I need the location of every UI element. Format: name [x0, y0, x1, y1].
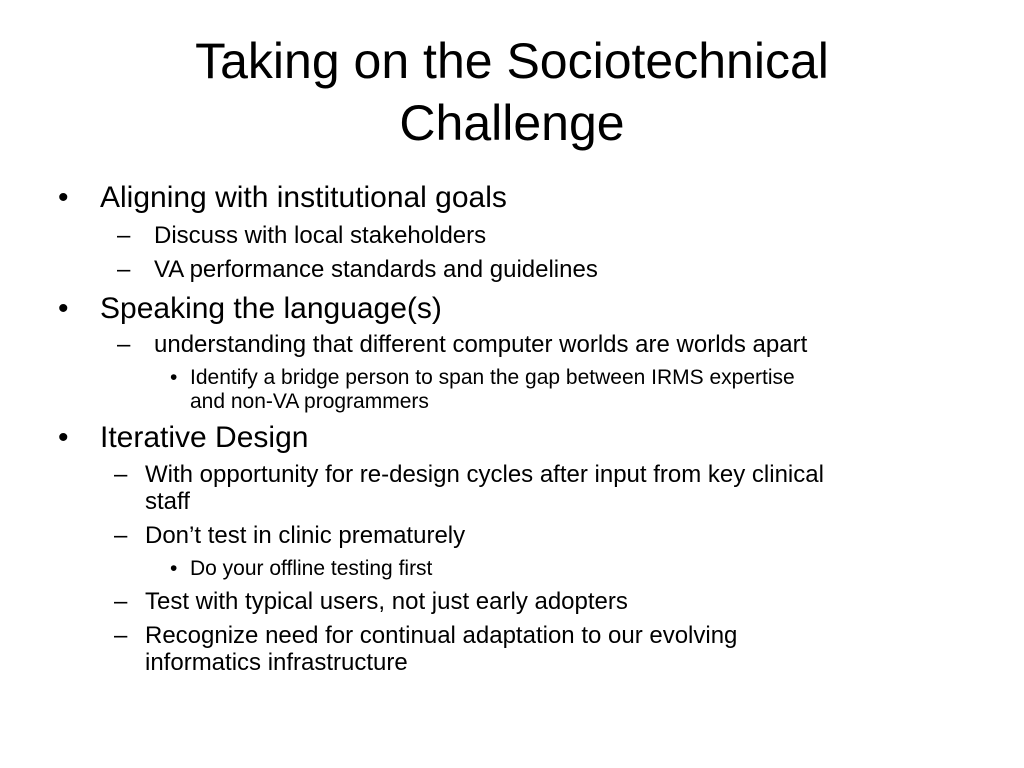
dash-icon: – [114, 622, 128, 649]
sub-bullet-typical-users: Test with typical users, not just early adopters [145, 588, 628, 615]
sub-bullet-redesign-cont: staff [145, 488, 190, 515]
dash-icon: – [117, 222, 131, 249]
dash-icon: – [114, 461, 128, 488]
bullet-icon: • [58, 181, 69, 214]
bullet-iterative-design: Iterative Design [100, 421, 309, 454]
title-line-1: Taking on the Sociotechnical [195, 33, 829, 89]
bullet-icon: • [58, 292, 69, 325]
dash-icon: – [117, 331, 131, 358]
sub-bullet-redesign: With opportunity for re-design cycles after input from key clinical [145, 461, 824, 488]
dash-icon: – [117, 256, 131, 283]
title-line-2: Challenge [399, 95, 625, 151]
bullet-aligning: Aligning with institutional goals [100, 181, 507, 214]
sub-bullet-computer-worlds: understanding that different computer worlds are worlds apart [154, 331, 808, 358]
bullet-icon: • [170, 557, 178, 580]
bullet-icon: • [58, 421, 69, 454]
dash-icon: – [114, 522, 128, 549]
sub-bullet-stakeholders: Discuss with local stakeholders [154, 222, 487, 249]
sub-bullet-premature: Don’t test in clinic prematurely [145, 522, 466, 549]
dash-icon: – [114, 588, 128, 615]
bullet-speaking: Speaking the language(s) [100, 292, 442, 325]
sub-sub-bullet-bridge-person-cont: and non-VA programmers [190, 390, 429, 413]
sub-sub-bullet-bridge-person: Identify a bridge person to span the gap between IRMS expertise [190, 366, 795, 389]
sub-bullet-adaptation-cont: informatics infrastructure [145, 649, 408, 676]
sub-sub-bullet-offline-testing: Do your offline testing first [190, 557, 433, 580]
sub-bullet-adaptation: Recognize need for continual adaptation to our evolving [145, 622, 738, 649]
bullet-icon: • [170, 366, 178, 389]
sub-bullet-va-standards: VA performance standards and guidelines [154, 256, 598, 283]
